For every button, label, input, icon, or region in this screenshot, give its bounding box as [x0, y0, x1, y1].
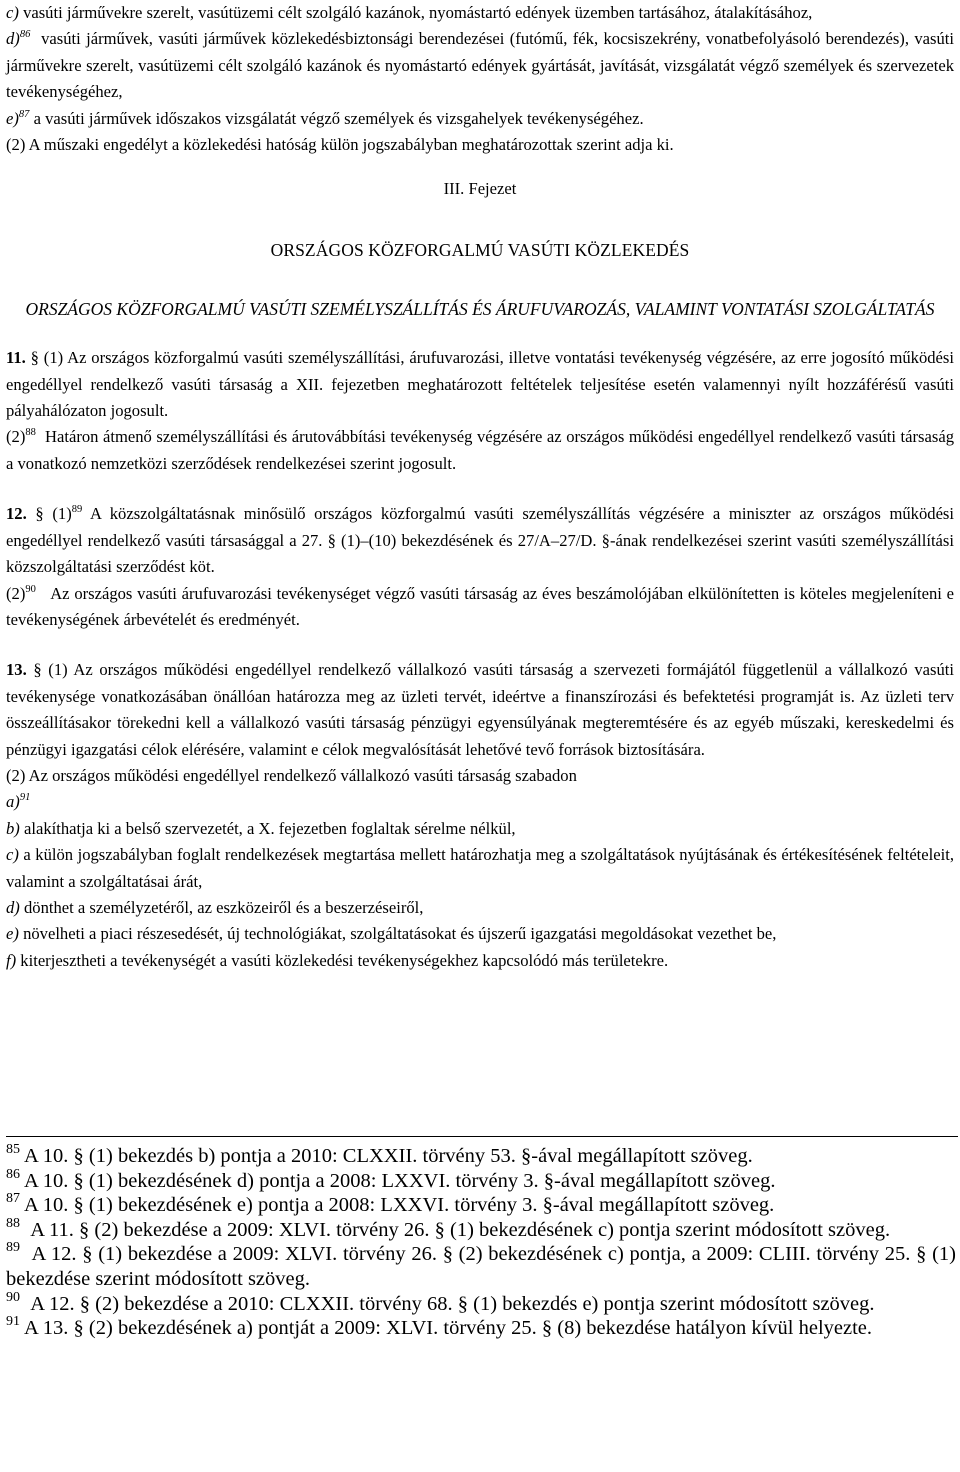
section-13-p2: (2) Az országos működési engedéllyel rendelkező vállalkozó vasúti társaság szabadon [6, 765, 577, 785]
section-11-p1: 11. § (1) Az országos közforgalmú vasúti személyszállítási, árufuvarozási, illetve vontatási tevékenység végzésére, az erre jogosító működési engedéllyel rendelkező vasúti társaság a XII. fejezetben meghatározott feltételek teljesítése esetén valamennyi nyílt hozzáférésű vasúti pályahálózaton jogosult. [6, 348, 954, 421]
section-number: 12. [6, 504, 27, 524]
item-label: e) [6, 924, 19, 944]
section-13-item-d: d) dönthet a személyzetéről, az eszközeiről és a beszerzéseiről, [6, 897, 424, 917]
chapter-title: ORSZÁGOS KÖZFORGALMÚ VASÚTI KÖZLEKEDÉS [270, 239, 690, 260]
item-text: a vasúti járművek időszakos vizsgálatát végző személyek és vizsgahelyek tevékenységéhez. [33, 108, 644, 128]
footnote-number: 89 [6, 1240, 20, 1256]
item-label: d) [6, 897, 20, 917]
section-13-item-c: c) a külön jogszabályban foglalt rendelkezések megtartása mellett határozhatja meg a szolgáltatások nyújtásának és értékesítésének feltételeit, valamint a szolgáltatásai árát, [6, 845, 955, 891]
footnote-item [6, 1193, 956, 1218]
footnote-number: 91 [6, 1314, 20, 1330]
footnote-ref[interactable]: 90 [25, 583, 36, 595]
footnote-item [6, 1316, 956, 1341]
footnote-number: 88 [6, 1215, 20, 1231]
section-number: 13. [6, 660, 27, 680]
section-12-p2: $(2)^{90}$ Az országos vasúti árufuvarozási tevékenységet végző vasúti társaság az éves beszámolójában elkülönítetten is köteles megjeleníteni e tevékenységének árbevételét és eredményét. [6, 583, 954, 629]
footnote-ref[interactable]: 86 [19, 29, 31, 41]
paragraph-c [6, 0, 954, 26]
item-label: e) [6, 108, 19, 128]
footnote-text: A 13. § (2) bekezdésének a) pontját a 2009: XLVI. törvény 25. § (8) bekezdése hatályon kívül helyezte. [24, 1317, 873, 1340]
item-label: f) [6, 950, 17, 970]
item-label: c) [6, 3, 19, 22]
footnote-item [6, 1215, 956, 1243]
section-12-p1: 12. § $(1)^{89}$ A közszolgáltatásnak minősülő országos közforgalmú vasúti személyszállítás végzésére a miniszter az országos működési engedéllyel rendelkező vasúti társasággal a 27. § (1)–(10) bekezdésének és 27/A–27/D. §-ának rendelkezései szerint vasúti személyszállítási közszolgáltatási szerződést köt. [6, 504, 954, 577]
footnote-item [6, 1242, 956, 1291]
footnote-ref[interactable]: 89 [71, 504, 83, 516]
footnote-item [6, 1289, 956, 1317]
footnote-text: A 10. § (1) bekezdés b) pontja a 2010: CLXXII. törvény 53. §-ával megállapított szöveg. [24, 1145, 753, 1167]
section-11-p2: $(2)^{88}$ Határon átmenő személyszállítási és árutovábbítási tevékenység végzésére az országos működési engedéllyel rendelkező vasúti társaság a vonatkozó nemzetközi szerződések rendelkezései szerint jogosult. [6, 427, 954, 473]
footnote-number: 86 [6, 1166, 20, 1182]
footnote-ref[interactable]: 87 [18, 108, 30, 120]
footnote-text: A 10. § (1) bekezdésének d) pontja a 2008: LXXVI. törvény 3. §-ával megállapított szöveg. [24, 1169, 776, 1192]
footnote-text: A 11. § (2) bekezdése a 2009: XLVI. törvény 26. § (1) bekezdésének c) pontja szerint módosított szöveg. [30, 1218, 891, 1241]
footnote-number: 87 [6, 1191, 20, 1207]
footnote-text: A 12. § (2) bekezdése a 2010: CLXXII. törvény 68. § (1) bekezdés e) pontja szerint módosított szöveg. [30, 1292, 875, 1315]
footnote-ref[interactable]: 91 [19, 792, 31, 804]
item-label: c) [6, 845, 19, 865]
section-number: 11. [6, 348, 26, 368]
footnote-item [6, 1166, 956, 1194]
footnote-number: 85 [6, 1142, 20, 1157]
section-13-item-a [6, 789, 954, 815]
item-text: vasúti járművekre szerelt, vasútüzemi célt szolgáló kazánok, nyomástartó edények üzemben tartásához, átalakításához, [23, 3, 813, 22]
footnotes [6, 1144, 956, 1341]
footnote-divider [6, 1136, 958, 1137]
footnote-ref[interactable]: 88 [25, 427, 36, 439]
chapter-subtitle: ORSZÁGOS KÖZFORGALMÚ VASÚTI SZEMÉLYSZÁLLÍTÁS ÉS ÁRUFUVAROZÁS, VALAMINT VONTATÁSI SZOLGÁLTATÁS [25, 299, 935, 320]
footnote-text: A 12. § (1) bekezdése a 2009: XLVI. törvény 26. § (2) bekezdésének c) pontja, a 2009: CLIII. törvény 25. § (1) bekezdése szerint módosított szöveg. [6, 1243, 956, 1290]
section-13-item-e: e) növelheti a piaci részesedését, új technológiákat, szolgáltatásokat és újszerű igazgatási megoldásokat vezethet be, [6, 924, 777, 944]
chapter-heading: III. Fejezet [443, 179, 517, 199]
paragraph-d [6, 26, 954, 105]
item-label: b) [6, 818, 20, 838]
item-label: a) [6, 792, 20, 812]
footnote-item [6, 1144, 956, 1169]
section-13-p1: 13. § (1) Az országos működési engedéllyel rendelkező vállalkozó vasúti társaság a szervezeti formájától függetlenül a vállalkozó vasúti tevékenysége vonatkozásában önállóan határozza meg az üzleti tervét, ideértve a finanszírozási és befektetési programját is. Az üzleti terv összeállításakor törekedni kell a vállalkozó vasúti társaság pénzügyi egyensúlyának megteremtésére és az egyéb műszaki, kereskedelmi és pénzügyi igazgatási célok elérésére, valamint e célok megvalósítását lehetővé tevő források biztosítására. [6, 660, 954, 759]
item-label: d) [6, 29, 20, 49]
section-13-item-b: b) alakíthatja ki a belső szervezetét, a X. fejezetben foglaltak sérelme nélkül, [6, 818, 516, 838]
paragraph-e [6, 106, 954, 132]
section-13-item-f: f) kiterjesztheti a tevékenységét a vasúti közlekedési tevékenységekhez kapcsolódó más területekre. [6, 950, 669, 970]
item-text: vasúti járművek, vasúti járművek közlekedésbiztonsági berendezései (futómű, fék, kocsiszekrény, vonatbefolyásoló berendezés), vasúti járművekre szerelt, vasútüzemi célt szolgáló kazánok és nyomástartó edények gyártását, javítását, vizsgálatát végző személyek és szervezetek tevékenységéhez, [6, 29, 955, 102]
footnote-number: 90 [6, 1289, 20, 1305]
footnote-text: A 10. § (1) bekezdésének e) pontja a 2008: LXXVI. törvény 3. §-ával megállapított szöveg. [24, 1194, 775, 1217]
paragraph-2: (2) A műszaki engedélyt a közlekedési hatóság külön jogszabályban meghatározottak szerint adja ki. [6, 135, 674, 155]
